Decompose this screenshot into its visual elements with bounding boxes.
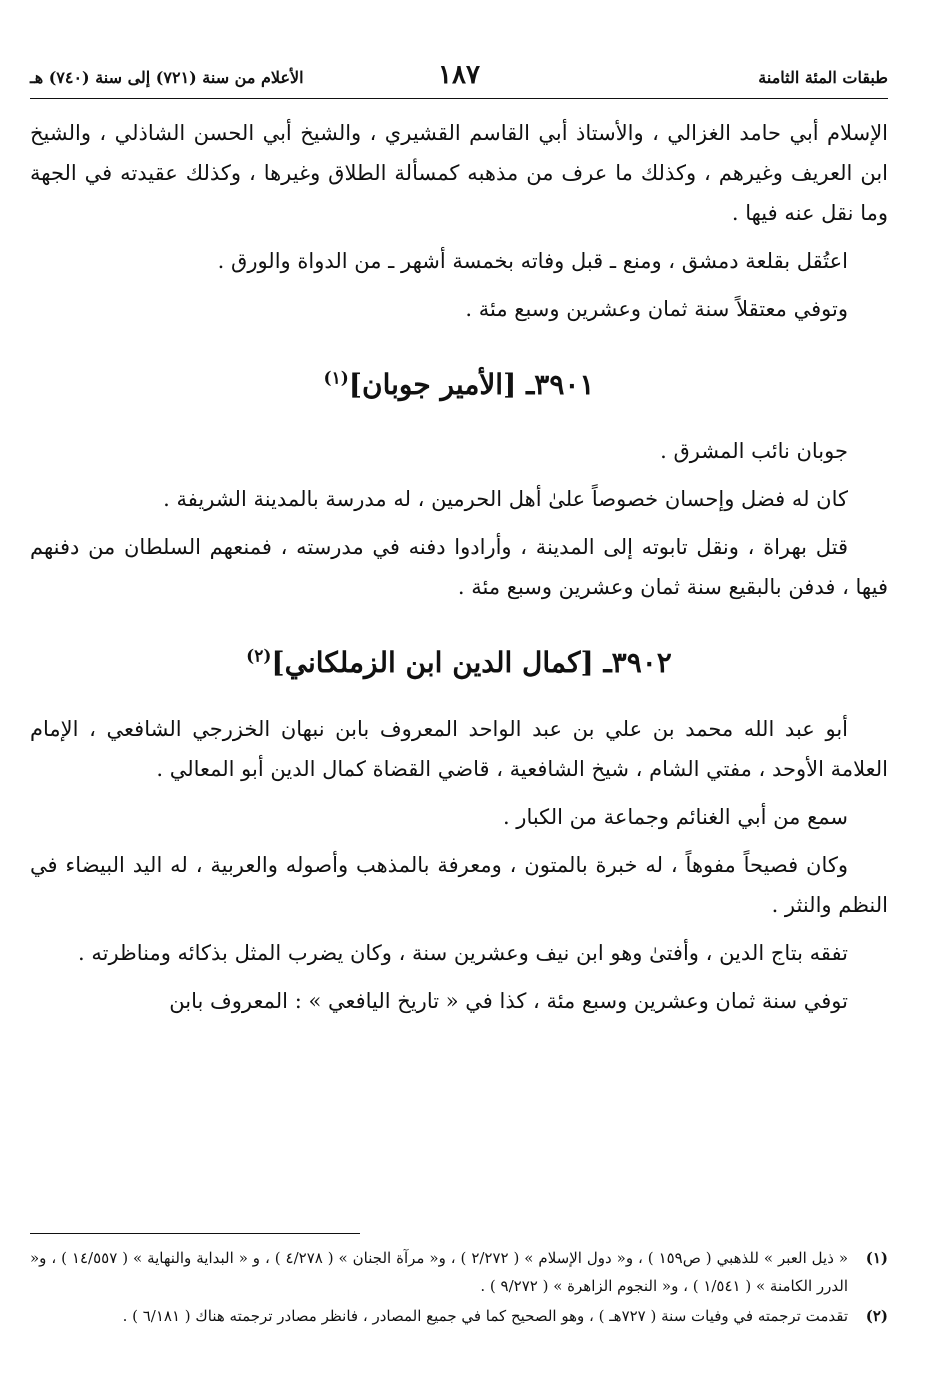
paragraph: توفي سنة ثمان وعشرين وسبع مئة ، كذا في « تاريخ اليافعي » : المعروف بابن xyxy=(169,989,848,1013)
paragraph: وتوفي معتقلاً سنة ثمان وعشرين وسبع مئة . xyxy=(465,297,848,321)
footnote-text: « ذيل العبر » للذهبي ( ص١٥٩ ) ، و« دول الإسلام » ( ٢/٢٧٢ ) ، و« مرآة الجنان » ( ٤/٢٧٨ ) ، و « البداية والنهاية » ( ١٤/٥٥٧ ) ، و« الدرر الكامنة » ( ١/٥٤١ ) ، و« النجوم الزاهرة » ( ٩/٢٧٢ ) . xyxy=(30,1249,849,1295)
page-number: ١٨٧ xyxy=(438,60,480,90)
footnote-1 xyxy=(30,1244,888,1300)
book-page xyxy=(30,58,888,1325)
footnote-2 xyxy=(30,1302,888,1330)
body-text xyxy=(30,113,888,1021)
footnote-number: (٢) xyxy=(865,1307,888,1325)
paragraph: وكان فصيحاً مفوهاً ، له خبرة بالمتون ، ومعرفة بالمذهب وأصوله والعربية ، له اليد البيضاء في النظم والنثر . xyxy=(30,853,888,917)
footnote-text: تقدمت ترجمته في وفيات سنة ( ٧٢٧هـ ) ، وهو الصحيح كما في جميع المصادر ، فانظر مصادر ترجمته هناك ( ٦/١٨١ ) . xyxy=(122,1307,848,1325)
footnote-separator xyxy=(30,1233,360,1234)
entry-title-text: ٣٩٠٢ـ [كمال الدين ابن الزملكاني] xyxy=(271,646,672,679)
paragraph: سمع من أبي الغنائم وجماعة من الكبار . xyxy=(502,805,848,829)
footnotes xyxy=(30,1244,888,1332)
running-head xyxy=(30,58,888,99)
footnote-number: (١) xyxy=(865,1249,888,1267)
running-head-year-range: الأعلام من سنة (٧٢١) إلى سنة (٧٤٠) هـ xyxy=(30,68,304,87)
footnote-ref[interactable]: (١) xyxy=(323,368,349,389)
entry-title-3901 xyxy=(30,365,888,405)
footnote-ref[interactable]: (٢) xyxy=(246,646,272,667)
paragraph: قتل بهراة ، ونقل تابوته إلى المدينة ، وأرادوا دفنه في مدرسته ، فمنعهم السلطان من دفنهم فيها ، فدفن بالبقيع سنة ثمان وعشرين وسبع مئة . xyxy=(30,535,888,599)
paragraph: اعتُقل بقلعة دمشق ، ومنع ـ قبل وفاته بخمسة أشهر ـ من الدواة والورق . xyxy=(217,249,848,273)
paragraph: أبو عبد الله محمد بن علي بن عبد الواحد المعروف بابن نبهان الخزرجي الشافعي ، الإمام العلامة الأوحد ، مفتي الشام ، شيخ الشافعية ، قاضي القضاة كمال الدين أبو المعالي . xyxy=(30,717,888,781)
running-head-book-section: طبقات المئة الثامنة xyxy=(758,68,888,87)
entry-title-3902 xyxy=(30,643,888,683)
paragraph: تفقه بتاج الدين ، وأفتىٰ وهو ابن نيف وعشرين سنة ، وكان يضرب المثل بذكائه ومناظرته . xyxy=(77,941,848,965)
paragraph: جوبان نائب المشرق . xyxy=(660,439,848,463)
paragraph: الإسلام أبي حامد الغزالي ، والأستاذ أبي القاسم القشيري ، والشيخ أبي الحسن الشاذلي ، والشيخ ابن العريف وغيرهم ، وكذلك ما عرف من مذهبه كمسألة الطلاق وغيرها ، وكذلك عقيدته في الجهة وما نقل عنه فيها . xyxy=(30,121,888,225)
entry-title-text: ٣٩٠١ـ [الأمير جوبان] xyxy=(348,368,595,401)
paragraph: كان له فضل وإحسان خصوصاً علىٰ أهل الحرمين ، له مدرسة بالمدينة الشريفة . xyxy=(163,487,848,511)
